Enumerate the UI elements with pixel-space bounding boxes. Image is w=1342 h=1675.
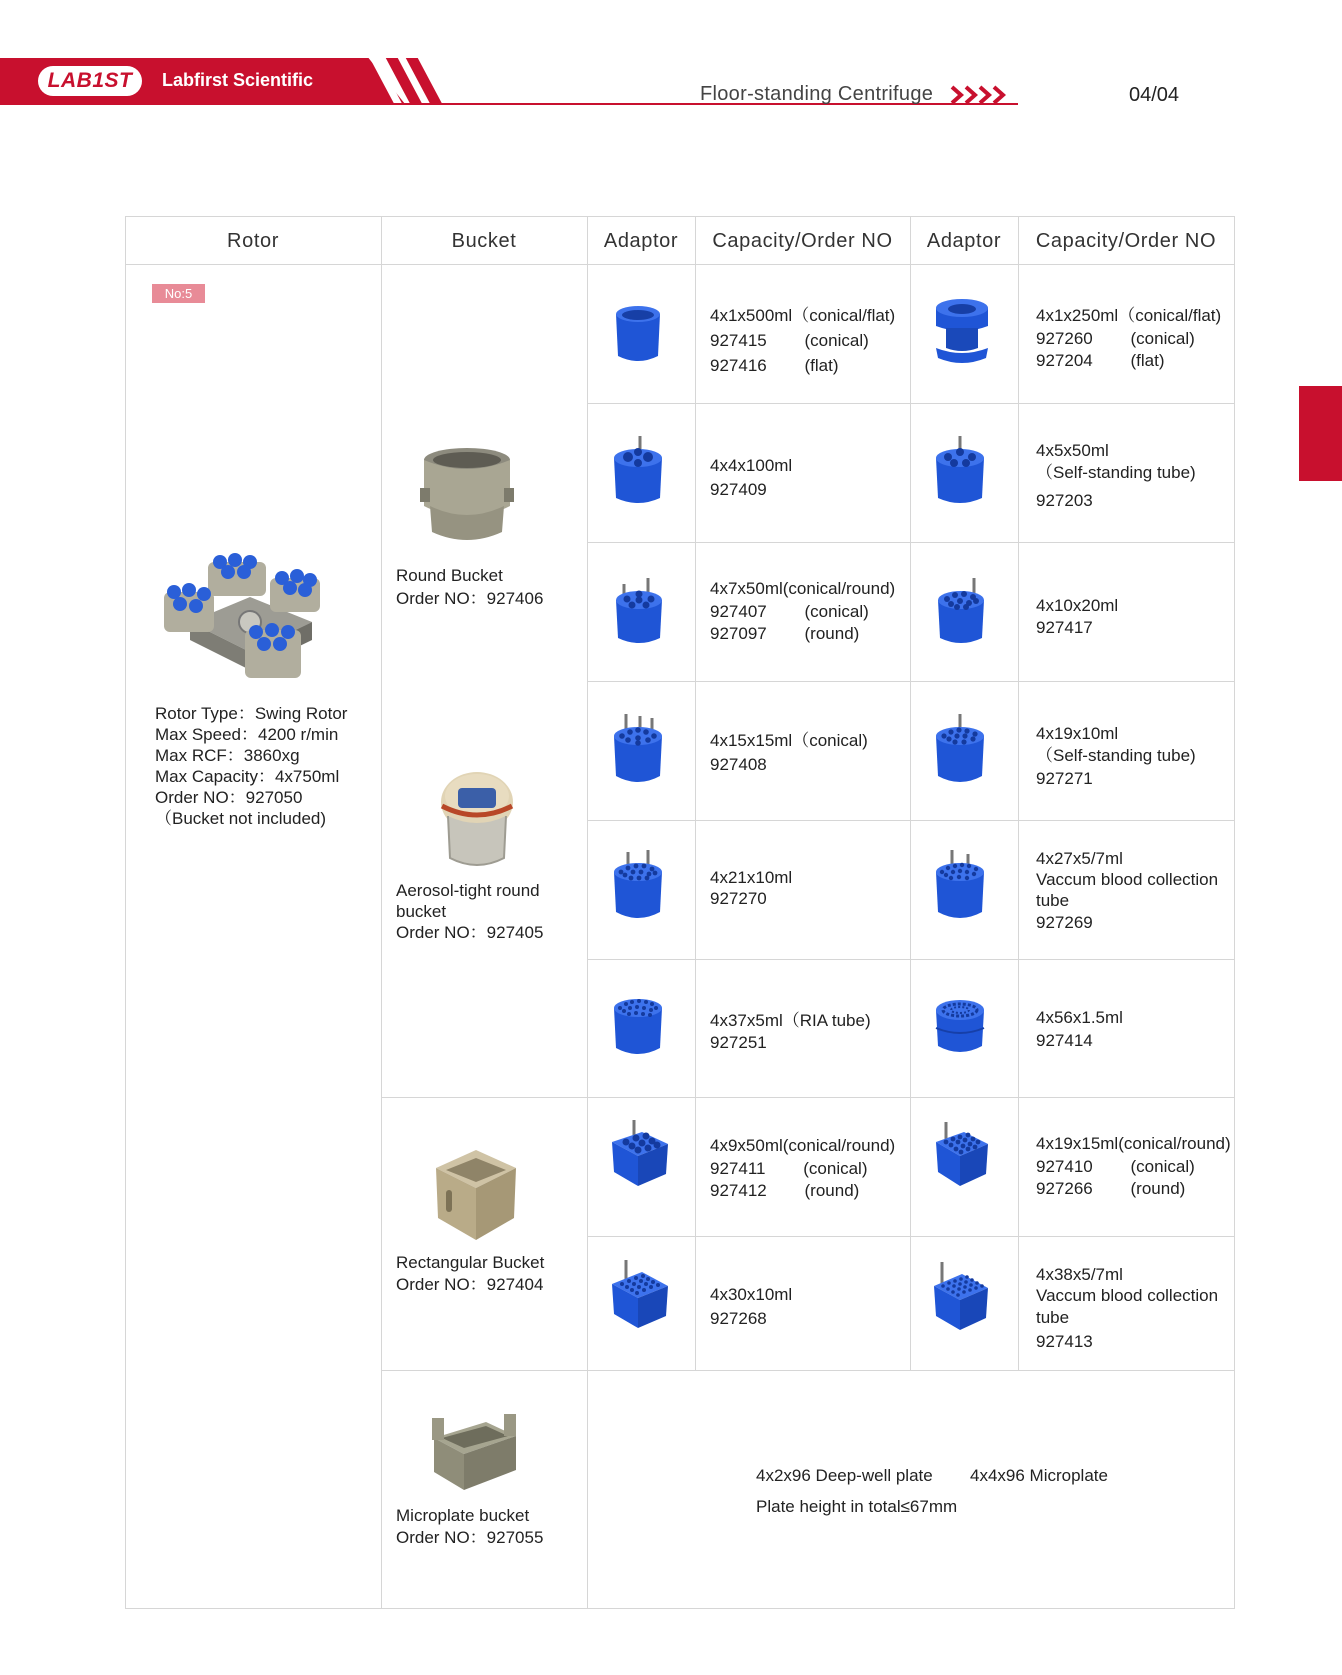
header-rotor: Rotor [227, 230, 279, 252]
microplate-height: Plate height in total≤67mm [756, 1497, 958, 1516]
order-line: 927411 (conical) [710, 1159, 868, 1178]
order-line: 927416 (flat) [710, 356, 839, 375]
header-adaptor: Adaptor [603, 230, 679, 252]
order-line: 927268 [710, 1309, 767, 1328]
adaptor-10x20ml-image [934, 578, 988, 648]
aerosol-bucket-name: Aerosol-tight round [396, 881, 540, 900]
capacity-note: tube [1036, 1308, 1070, 1327]
adaptor-9x50ml-image [608, 1120, 672, 1190]
capacity-line: 4x10x20ml [1036, 596, 1119, 615]
microplate-bucket-name: Microplate bucket [396, 1506, 530, 1525]
order-line: 927412 (round) [710, 1181, 860, 1200]
aerosol-bucket-name-2: bucket [396, 902, 447, 921]
order-line: 927260 (conical) [1036, 329, 1195, 348]
rotor-number-badge: No:5 [152, 284, 205, 303]
capacity-note: （Self-standing tube) [1036, 746, 1196, 765]
capacity-line: 4x56x1.5ml [1036, 1008, 1123, 1027]
rectangular-bucket-order: Order NO：927404 [396, 1275, 544, 1294]
aerosol-bucket-image [436, 766, 518, 872]
rotor-order-no: Order NO：927050 [155, 788, 303, 807]
rotor-max-speed: Max Speed：4200 r/min [155, 725, 339, 744]
capacity-line: 4x27x5/7ml [1036, 849, 1123, 868]
adaptor-30x10ml-image [608, 1260, 672, 1330]
header-bucket: Bucket [451, 230, 517, 252]
capacity-line: 4x38x5/7ml [1036, 1265, 1123, 1284]
capacity-line: 4x7x50ml(conical/round) [710, 579, 896, 598]
order-line: 927204 (flat) [1036, 351, 1165, 370]
adaptor-37x5ml-image [610, 990, 666, 1060]
round-bucket-image [420, 444, 514, 544]
order-line: 927409 [710, 480, 767, 499]
order-line: 927270 [710, 889, 767, 908]
adaptor-27x5ml-image [932, 850, 988, 924]
adaptor-7x50ml-image [612, 578, 666, 648]
header-adaptor: Adaptor [926, 230, 1002, 252]
capacity-note: Vaccum blood collection [1036, 870, 1219, 889]
order-line: 927271 [1036, 769, 1093, 788]
page-number: 04/04 [1129, 84, 1180, 106]
header-capacity: Capacity/Order NO [712, 230, 893, 252]
capacity-line: 4x1x250ml（conical/flat) [1036, 306, 1222, 325]
rotor-type: Rotor Type：Swing Rotor [155, 704, 348, 723]
rectangular-bucket-image [426, 1146, 520, 1242]
adaptor-15x15ml-image [610, 714, 666, 788]
order-line: 927413 [1036, 1332, 1093, 1351]
side-tab [1299, 386, 1342, 481]
rotor-max-capacity: Max Capacity：4x750ml [155, 767, 340, 786]
capacity-line: 4x21x10ml [710, 868, 793, 887]
capacity-line: 4x9x50ml(conical/round) [710, 1136, 896, 1155]
order-line: 927266 (round) [1036, 1179, 1186, 1198]
adaptor-56x1.5ml-image [932, 994, 988, 1058]
adaptor-5x50ml-image [932, 436, 988, 508]
capacity-note: （Self-standing tube) [1036, 463, 1196, 482]
brand-name: Labfirst Scientific [162, 70, 314, 90]
microplate-deepwell: 4x2x96 Deep-well plate [756, 1466, 933, 1485]
capacity-note: Vaccum blood collection [1036, 1286, 1219, 1305]
microplate-bucket-image [430, 1412, 520, 1496]
round-bucket-name: Round Bucket [396, 566, 503, 585]
order-line: 927407 (conical) [710, 602, 869, 621]
order-line: 927408 [710, 755, 767, 774]
capacity-line: 4x5x50ml [1036, 441, 1109, 460]
brand-logo: LAB1ST [38, 66, 142, 96]
order-line: 927269 [1036, 913, 1093, 932]
chevron-right-icon [950, 84, 1008, 106]
adaptor-38x5ml-image [930, 1262, 992, 1332]
capacity-line: 4x19x15ml(conical/round) [1036, 1134, 1231, 1153]
adaptor-19x10ml-image [932, 714, 988, 788]
capacity-note: tube [1036, 891, 1070, 910]
rotor-max-rcf: Max RCF：3860xg [155, 746, 300, 765]
aerosol-bucket-order: Order NO：927405 [396, 923, 544, 942]
adaptor-4x100ml-image [610, 436, 666, 508]
order-line: 927410 (conical) [1036, 1157, 1195, 1176]
order-line: 927414 [1036, 1031, 1093, 1050]
order-line: 927415 (conical) [710, 331, 869, 350]
capacity-line: 4x1x500ml（conical/flat) [710, 306, 896, 325]
capacity-line: 4x37x5ml（RIA tube) [710, 1011, 871, 1030]
microplate-standard: 4x4x96 Microplate [970, 1466, 1108, 1485]
order-line: 927417 [1036, 618, 1093, 637]
rectangular-bucket-name: Rectangular Bucket [396, 1253, 545, 1272]
capacity-line: 4x19x10ml [1036, 724, 1119, 743]
adaptor-21x10ml-image [610, 850, 666, 924]
capacity-line: 4x4x100ml [710, 456, 793, 475]
microplate-bucket-order: Order NO：927055 [396, 1528, 544, 1547]
order-line: 927203 [1036, 491, 1093, 510]
capacity-line: 4x15x15ml（conical) [710, 731, 868, 750]
order-line: 927251 [710, 1033, 767, 1052]
round-bucket-order: Order NO：927406 [396, 589, 544, 608]
adaptor-19x15ml-image [932, 1120, 992, 1190]
swing-rotor-image [160, 552, 342, 688]
header-capacity: Capacity/Order NO [1035, 230, 1217, 252]
order-line: 927097 (round) [710, 624, 860, 643]
section-title: Floor-standing Centrifuge [700, 83, 934, 105]
rotor-note: （Bucket not included) [155, 809, 327, 828]
capacity-line: 4x30x10ml [710, 1285, 793, 1304]
adaptor-250ml-image [932, 296, 992, 366]
adaptor-500ml-image [612, 302, 664, 366]
